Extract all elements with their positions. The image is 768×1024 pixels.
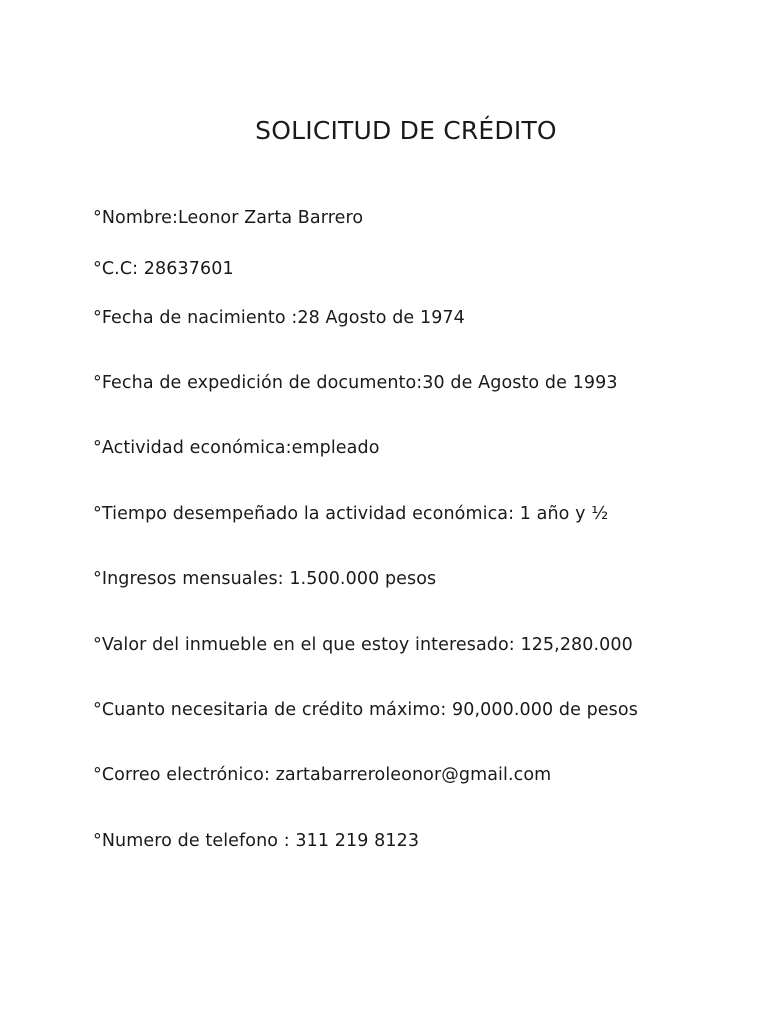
field-valor-inmueble: °Valor del inmueble en el que estoy interesado: 125,280.000 bbox=[93, 635, 633, 655]
field-numero-telefono: °Numero de telefono : 311 219 8123 bbox=[93, 831, 420, 851]
field-correo-electronico: °Correo electrónico: zartabarreroleonor@gmail.com bbox=[93, 765, 552, 785]
field-actividad-economica: °Actividad económica:empleado bbox=[93, 438, 380, 458]
field-nombre: °Nombre:Leonor Zarta Barrero bbox=[93, 208, 364, 228]
field-fecha-expedicion: °Fecha de expedición de documento:30 de Agosto de 1993 bbox=[93, 373, 618, 393]
field-tiempo-actividad: °Tiempo desempeñado la actividad económica: 1 año y ½ bbox=[93, 504, 609, 524]
field-ingresos-mensuales: °Ingresos mensuales: 1.500.000 pesos bbox=[93, 569, 437, 589]
field-cedula: °C.C: 28637601 bbox=[93, 259, 234, 279]
field-fecha-nacimiento: °Fecha de nacimiento :28 Agosto de 1974 bbox=[93, 308, 465, 328]
field-credito-maximo: °Cuanto necesitaria de crédito máximo: 90,000.000 de pesos bbox=[93, 700, 638, 720]
document-title: SOLICITUD DE CRÉDITO bbox=[255, 116, 557, 145]
